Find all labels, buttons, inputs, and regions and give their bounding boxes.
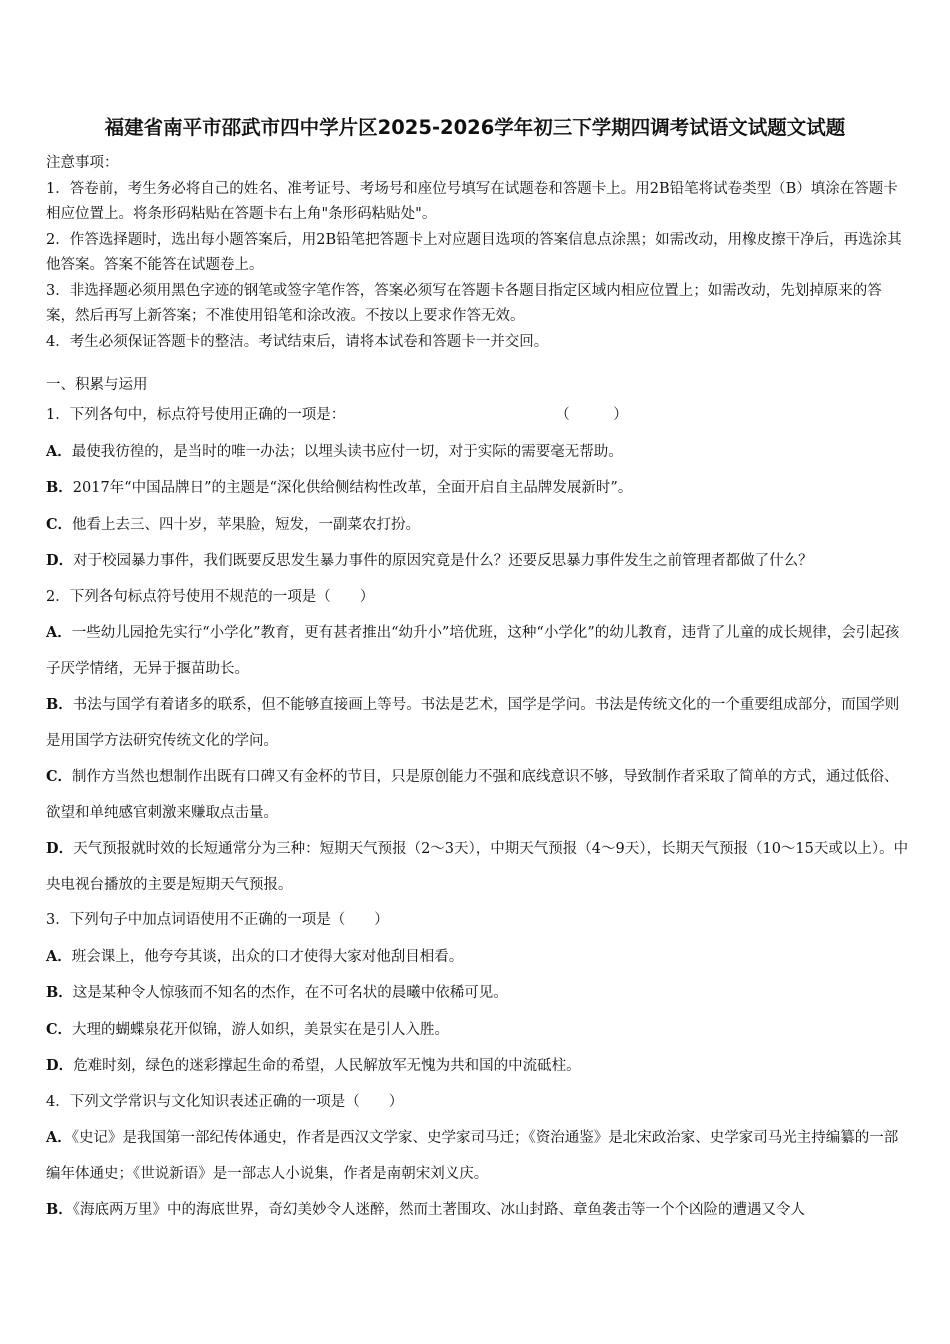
question-stem [46, 398, 910, 434]
option-text: 天气预报就时效的长短通常分为三种：短期天气预报（2～3天），中期天气预报（4～9天），长期天气预报（10～15天或以上）。中央电视台播放的主要是短期天气预报。 [46, 841, 909, 893]
option-item [46, 470, 910, 507]
answer-paren: （ ） [555, 407, 628, 423]
notice-heading: 注意事项： [46, 155, 119, 171]
option-text: 书法与国学有着诸多的联系，但不能够直接画上等号。书法是艺术，国学是学问。书法是传统文化的一个重要组成部分，而国学则是用国学方法研究传统文化的学问。 [46, 697, 900, 749]
option-item [46, 1012, 910, 1049]
option-text: 他看上去三、四十岁，苹果脸，短发，一副菜农打扮。 [72, 516, 421, 533]
option-letter: D． [46, 1057, 74, 1074]
option-item [46, 1048, 910, 1085]
option-letter: A． [46, 442, 72, 460]
notice-item: 1．答卷前，考生务必将自己的姓名、准考证号、考场号和座位号填写在试题卷和答题卡上。用2B铅笔将试卷类型（B）填涂在答题卡相应位置上。将条形码粘贴在答题卡右上角"条形码粘贴处"。 [46, 180, 898, 222]
option-text: 对于校园暴力事件，我们既要反思发生暴力事件的原因究竟是什么？还要反思暴力事件发生之前管理者都做了什么？ [73, 553, 813, 569]
option-letter: A． [46, 947, 72, 965]
option-item [46, 434, 910, 471]
option-letter: C． [46, 1020, 73, 1038]
option-item [46, 507, 910, 544]
option-letter: A． [46, 1129, 72, 1146]
option-text: 这是某种令人惊骇而不知名的杰作，在不可名状的晨曦中依稀可见。 [72, 985, 508, 1001]
question-stem-text: 1．下列各句中，标点符号使用正确的一项是： [46, 407, 346, 423]
notice-item: 3．非选择题必须用黑色字迹的钢笔或签字笔作答，答案必须写在答题卡各题目指定区域内相应位置上；如需改动，先划掉原来的答案，然后再写上新答案；不准使用铅笔和涂改液。不按以上要求作答无效。 [46, 282, 882, 324]
option-item [46, 1120, 910, 1192]
option-letter: C． [46, 515, 73, 533]
question-stem: 3．下列句子中加点词语使用不正确的一项是（ ） [46, 912, 389, 928]
option-text: 班会课上，他夸夸其谈，出众的口才使得大家对他刮目相看。 [71, 948, 464, 965]
option-letter: B． [46, 984, 73, 1001]
option-text: 《史记》是我国第一部纪传体通史，作者是西汉文学家、史学家司马迁；《资治通鉴》是北宋政治家、史学家司马光主持编纂的一部编年体通史；《世说新语》是一部志人小说集，作者是南朝宋刘义庆。 [46, 1130, 899, 1182]
section-heading: 一、积累与运用 [46, 377, 148, 393]
option-text: 最使我彷徨的，是当时的唯一办法；以埋头读书应付一切，对于实际的需要毫无帮助。 [71, 443, 623, 460]
option-item [46, 759, 910, 831]
question-stem: 2．下列各句标点符号使用不规范的一项是（ ） [46, 588, 375, 605]
section-accumulation [46, 373, 910, 1229]
option-item [46, 975, 910, 1012]
question-stem: 4．下列文学常识与文化知识表述正确的一项是（ ） [46, 1093, 404, 1110]
option-letter: D． [46, 840, 74, 857]
option-text: 一些幼儿园抢先实行“小学化”教育，更有甚者推出“幼升小”培优班，这种“小学化”的幼儿教育，违背了儿童的成长规律，会引起孩子厌学情绪，无异于揠苗助长。 [46, 625, 900, 677]
option-item [46, 615, 910, 687]
option-letter: A． [46, 624, 72, 641]
option-text: 制作方当然也想制作出既有口碑又有金杯的节目，只是原创能力不强和底线意识不够，导致制作者采取了简单的方式，通过低俗、欲望和单纯感官刺激来赚取点击量。 [46, 769, 899, 821]
option-item [46, 1192, 910, 1229]
page-title: 福建省南平市邵武市四中学片区2025-2026学年初三下学期四调考试语文试题文试题 [104, 116, 846, 139]
option-letter: B． [46, 1201, 73, 1218]
option-letter: B． [46, 479, 73, 496]
option-letter: C． [46, 768, 73, 785]
notice-item: 4．考生必须保证答题卡的整洁。考试结束后，请将本试卷和答题卡一并交回。 [46, 333, 549, 350]
option-text: 危难时刻，绿色的迷彩撑起生命的希望，人民解放军无愧为共和国的中流砥柱。 [73, 1058, 581, 1074]
option-item [46, 939, 910, 976]
notice-block [46, 151, 910, 355]
option-item [46, 543, 910, 580]
option-letter: B． [46, 696, 73, 713]
option-item [46, 831, 910, 903]
option-letter: D． [46, 552, 74, 569]
option-text: 《海底两万里》中的海底世界，奇幻美妙令人迷醉，然而土著围攻、冰山封路、章鱼袭击等一个个凶险的遭遇又令人 [72, 1202, 806, 1218]
notice-item: 2．作答选择题时，选出每小题答案后，用2B铅笔把答题卡上对应题目选项的答案信息点涂黑；如需改动，用橡皮擦干净后，再选涂其他答案。答案不能答在试题卷上。 [46, 231, 902, 273]
option-text: 2017年“中国品牌日”的主题是“深化供给侧结构性改革，全面开启自主品牌发展新时”。 [72, 480, 633, 496]
option-item [46, 687, 910, 759]
option-text: 大理的蝴蝶泉花开似锦，游人如织，美景实在是引人入胜。 [72, 1021, 450, 1038]
